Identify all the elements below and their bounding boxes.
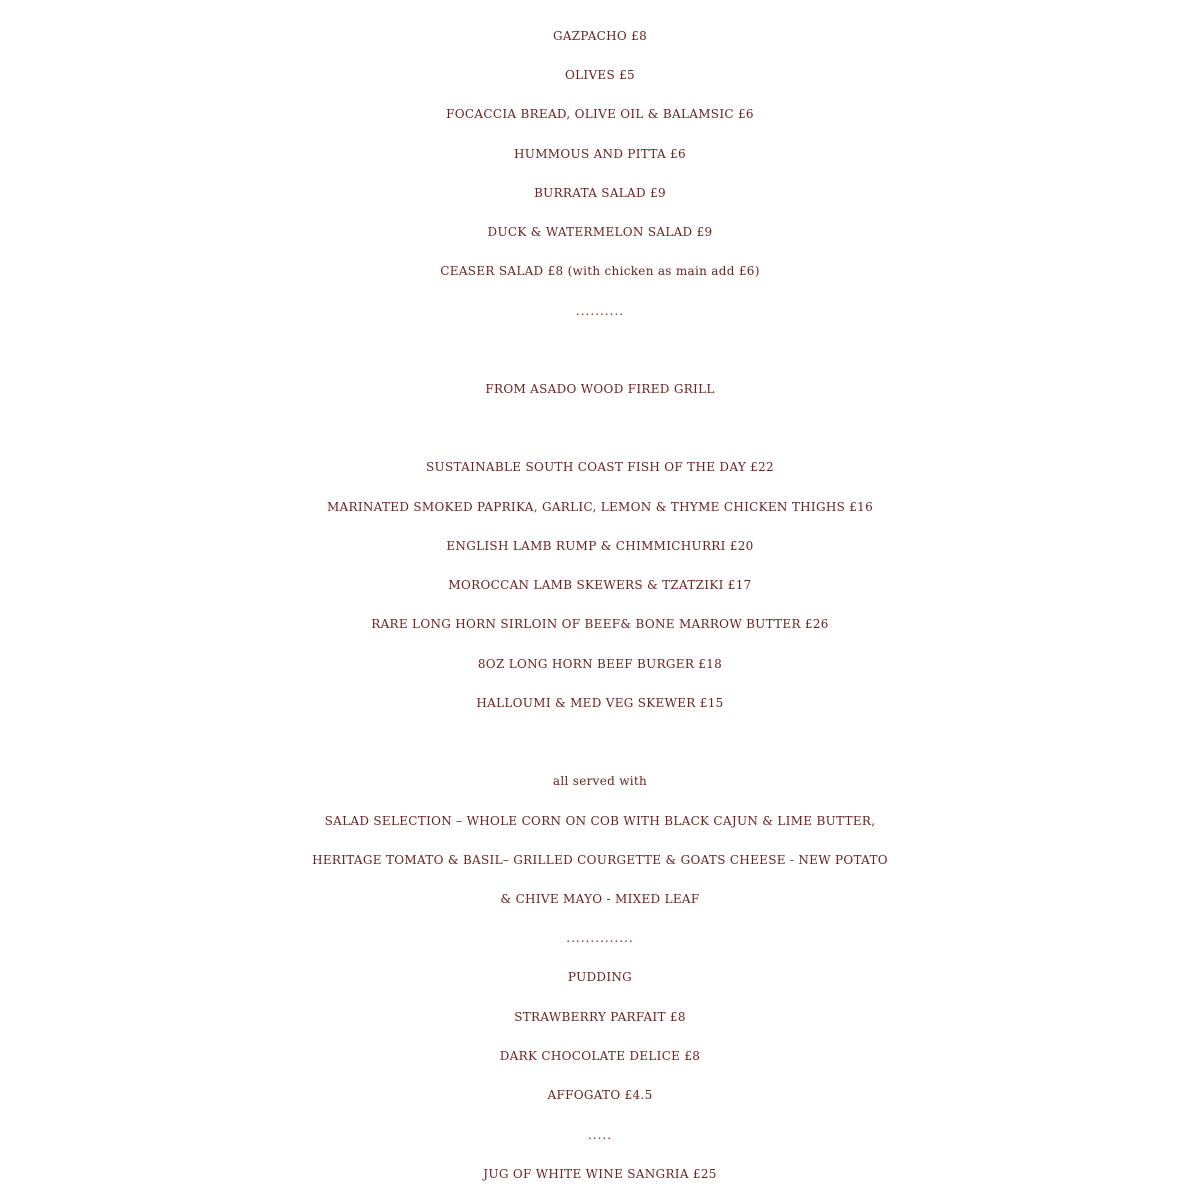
menu-item-lamb-skewers: MOROCCAN LAMB SKEWERS & TZATZIKI £17 (448, 578, 752, 592)
served-with-line: & CHIVE MAYO - MIXED LEAF (500, 892, 700, 906)
menu-item-chicken-thighs: MARINATED SMOKED PAPRIKA, GARLIC, LEMON & THYME CHICKEN THIGHS £16 (326, 500, 874, 514)
menu-item-focaccia: FOCACCIA BREAD, OLIVE OIL & BALAMSIC £6 (446, 107, 754, 121)
menu-item-chocolate-delice: DARK CHOCOLATE DELICE £8 (499, 1049, 701, 1063)
menu-item-duck-salad: DUCK & WATERMELON SALAD £9 (487, 225, 713, 239)
served-with-intro: all served with (552, 774, 648, 788)
served-with-line: SALAD SELECTION – WHOLE CORN ON COB WITH BLACK CAJUN & LIME BUTTER, (324, 814, 876, 828)
menu-item-ceaser-salad: CEASER SALAD £8 (with chicken as main add £6) (440, 264, 760, 278)
separator: .......... (575, 304, 625, 318)
menu-item-burrata: BURRATA SALAD £9 (534, 186, 666, 200)
menu-item-sangria: JUG OF WHITE WINE SANGRIA £25 (483, 1167, 717, 1181)
menu-item-burger: 8OZ LONG HORN BEEF BURGER £18 (477, 657, 723, 671)
menu-item-affogato: AFFOGATO £4.5 (547, 1088, 653, 1102)
menu-item-gazpacho: GAZPACHO £8 (552, 29, 648, 43)
menu-item-sirloin: RARE LONG HORN SIRLOIN OF BEEF& BONE MARROW BUTTER £26 (371, 617, 829, 631)
served-with-line: HERITAGE TOMATO & BASIL– GRILLED COURGETTE & GOATS CHEESE - NEW POTATO (312, 853, 888, 867)
menu-item-fish: SUSTAINABLE SOUTH COAST FISH OF THE DAY £22 (426, 460, 774, 474)
menu-item-olives: OLIVES £5 (565, 68, 635, 82)
menu-item-lamb-rump: ENGLISH LAMB RUMP & CHIMMICHURRI £20 (446, 539, 754, 553)
menu-item-strawberry-parfait: STRAWBERRY PARFAIT £8 (514, 1010, 686, 1024)
menu-item-halloumi: HALLOUMI & MED VEG SKEWER £15 (476, 696, 724, 710)
section-heading-grill: FROM ASADO WOOD FIRED GRILL (485, 382, 715, 396)
menu-item-hummous: HUMMOUS AND PITTA £6 (514, 147, 686, 161)
separator: ..... (587, 1128, 613, 1142)
section-heading-pudding: PUDDING (567, 970, 633, 984)
separator: .............. (566, 931, 634, 945)
